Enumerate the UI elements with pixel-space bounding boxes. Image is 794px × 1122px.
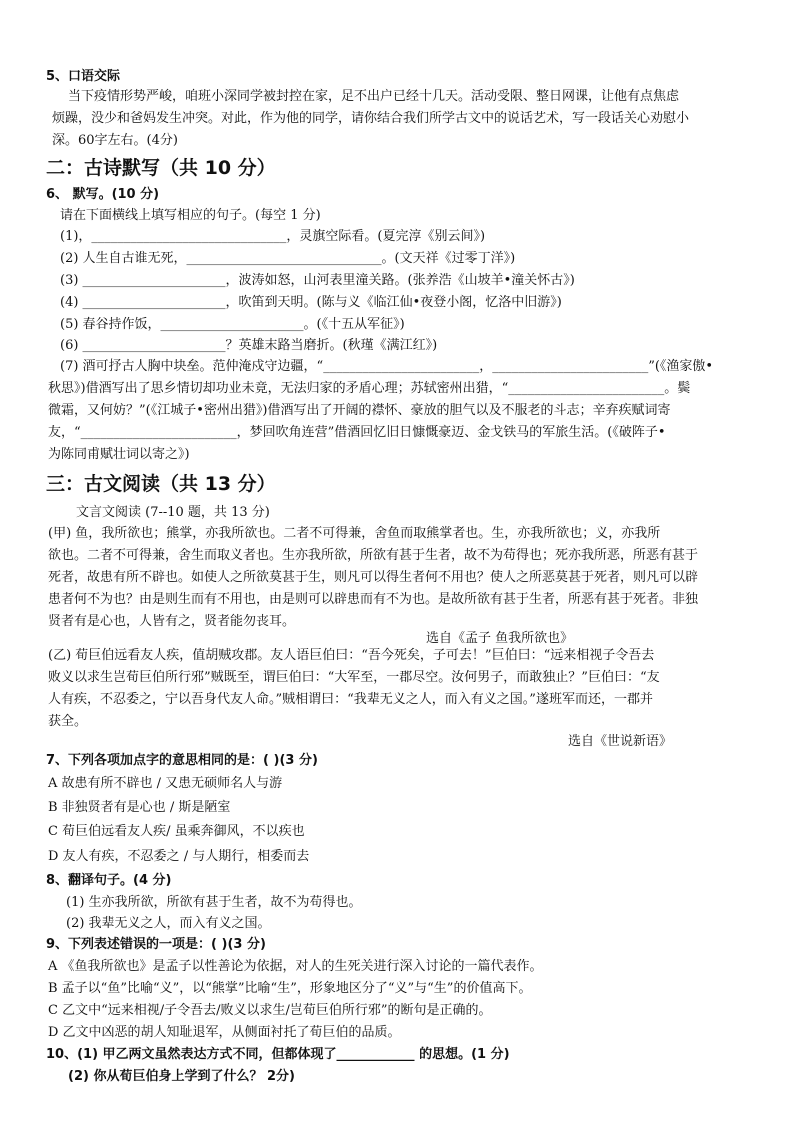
- q5-line-2: 烦躁，没少和爸妈发生冲突。对此，作为他的同学，请你结合我们所学古文中的说话艺术，写一段话关心劝慰小: [52, 111, 690, 126]
- q7-option-a: A 故患有所不辟也 / 又患无硕师名人与游: [48, 776, 283, 791]
- q9-option-a: A 《鱼我所欲也》是孟子以性善论为依据，对人的生死关进行深入讨论的一篇代表作。: [48, 959, 543, 974]
- q9-option-d: D 乙文中凶恶的胡人知耻退军，从侧面衬托了荀巨伯的品质。: [48, 1025, 401, 1040]
- yi-line-4: 获全。: [48, 714, 88, 729]
- yi-line-1: (乙) 荀巨伯远看友人疾，值胡贼攻郡。友人语巨伯曰：“吾今死矣，子可去！”巨伯曰：“远来相视子令吾去: [48, 648, 655, 663]
- q6-line-2: (2) 人生自古谁无死，______________________________。(文天祥《过零丁洋》): [60, 251, 516, 266]
- q6-line-6: (6) ______________________？英雄末路当磨折。(秋瑾《满江红》): [60, 338, 438, 353]
- q9-title: 9、下列表述错误的一项是：( )(3 分): [46, 937, 266, 952]
- q6-line-9: 微霜，又何妨？”(《江城子•密州出猎》)借酒写出了开阔的襟怀、豪放的胆气以及不服老的斗志；辛弃疾赋词寄: [48, 403, 671, 418]
- jia-line-2: 欲也。二者不可得兼，舍生而取义者也。生亦我所欲，所欲有甚于生者，故不为苟得也；死亦我所恶，所恶有甚于: [48, 548, 699, 563]
- q9-option-b: B 孟子以“鱼”比喻“义”，以“熊掌”比喻“生”，形象地区分了“义”与“生”的价值高下。: [48, 981, 532, 996]
- q5-line-1: 当下疫情形势严峻，咱班小深同学被封控在家，足不出户已经十几天。活动受限、整日网课，让他有点焦虑: [68, 89, 680, 104]
- jia-source: 选自《孟子 鱼我所欲也》: [426, 631, 574, 646]
- q9-option-c: C 乙文中“远来相视/子令吾去/败义以求生/岂荀巨伯所行邪”的断句是正确的。: [48, 1003, 492, 1018]
- section-3-title: 三：古文阅读（共 13 分）: [46, 473, 276, 495]
- q10-title: 10、(1) 甲乙两文虽然表达方式不同，但都体现了____________ 的思想。(1 分): [46, 1047, 510, 1062]
- reading-intro: 文言文阅读 (7--10 题，共 13 分): [76, 505, 270, 520]
- q5-line-3: 深。60字左右。(4分): [52, 133, 178, 148]
- q6-line-11: 为陈同甫赋壮词以寄之》): [48, 447, 190, 462]
- q10-sub-2: (2) 你从荀巨伯身上学到了什么？ 2分): [68, 1069, 295, 1084]
- q6-line-10: 友，“________________________，梦回吹角连营”借酒回忆旧日慷慨豪迈、金戈铁马的军旅生活。(《破阵子•: [48, 425, 666, 440]
- q6-line-7: (7) 酒可抒古人胸中块垒。范仲淹戍守边疆，“________________________，________________________”(《渔家傲•: [60, 359, 714, 374]
- yi-source: 选自《世说新语》: [568, 734, 673, 749]
- q7-option-c: C 荀巨伯远看友人疾/ 虽乘奔御风，不以疾也: [48, 824, 305, 839]
- jia-line-3: 死者，故患有所不辟也。如使人之所欲莫甚于生，则凡可以得生者何不用也？使人之所恶莫甚于死者，则凡可以辟: [48, 570, 699, 585]
- q6-title: 6、 默写。(10 分): [46, 187, 160, 202]
- q6-line-3: (3) ______________________，波涛如怒，山河表里潼关路。(张养浩《山坡羊•潼关怀古》): [60, 273, 575, 288]
- jia-line-4: 患者何不为也？由是则生而有不用也，由是则可以辟患而有不为也。是故所欲有甚于生者，所恶有甚于死者。非独: [48, 592, 699, 607]
- q7-option-b: B 非独贤者有是心也 / 斯是陋室: [48, 800, 231, 815]
- q6-line-8: 秋思》)借酒写出了思乡情切却功业未竟，无法归家的矛盾心理；苏轼密州出猎，“________________________。鬓: [48, 381, 691, 396]
- q6-line-1: (1)，______________________________，灵旗空际看。(夏完淳《别云间》): [60, 229, 486, 244]
- q8-title: 8、翻译句子。(4 分): [46, 873, 172, 888]
- jia-line-5: 贤者有是心也，人皆有之，贤者能勿丧耳。: [48, 614, 296, 629]
- q6-line-5: (5) 春谷持作饭，______________________。(《十五从军征》): [60, 317, 405, 332]
- yi-line-3: 人有疾，不忍委之，宁以吾身代友人命。”贼相谓曰：“我辈无义之人，而入有义之国。”遂班军而还，一郡并: [48, 692, 653, 707]
- yi-line-2: 败义以求生岂荀巨伯所行邪”贼既至，谓巨伯曰：“大军至，一郡尽空。汝何男子，而敢独止？”巨伯曰：“友: [48, 670, 660, 685]
- q8-item-2: (2) 我辈无义之人，而入有义之国。: [66, 916, 271, 931]
- q6-instruction: 请在下面横线上填写相应的句子。(每空 1 分): [60, 208, 321, 223]
- jia-line-1: (甲) 鱼，我所欲也；熊掌，亦我所欲也。二者不可得兼，舍鱼而取熊掌者也。生，亦我所欲也；义，亦我所: [48, 526, 661, 541]
- q7-title: 7、下列各项加点字的意思相同的是：( )(3 分): [46, 753, 318, 768]
- q5-title: 5、口语交际: [46, 69, 121, 84]
- q8-item-1: (1) 生亦我所欲，所欲有甚于生者，故不为苟得也。: [66, 895, 362, 910]
- q6-line-4: (4) ______________________，吹笛到天明。(陈与义《临江仙•夜登小阁，忆洛中旧游》): [60, 295, 562, 310]
- section-2-title: 二：古诗默写（共 10 分）: [46, 157, 276, 179]
- q7-option-d: D 友人有疾，不忍委之 / 与人期行，相委而去: [48, 849, 310, 864]
